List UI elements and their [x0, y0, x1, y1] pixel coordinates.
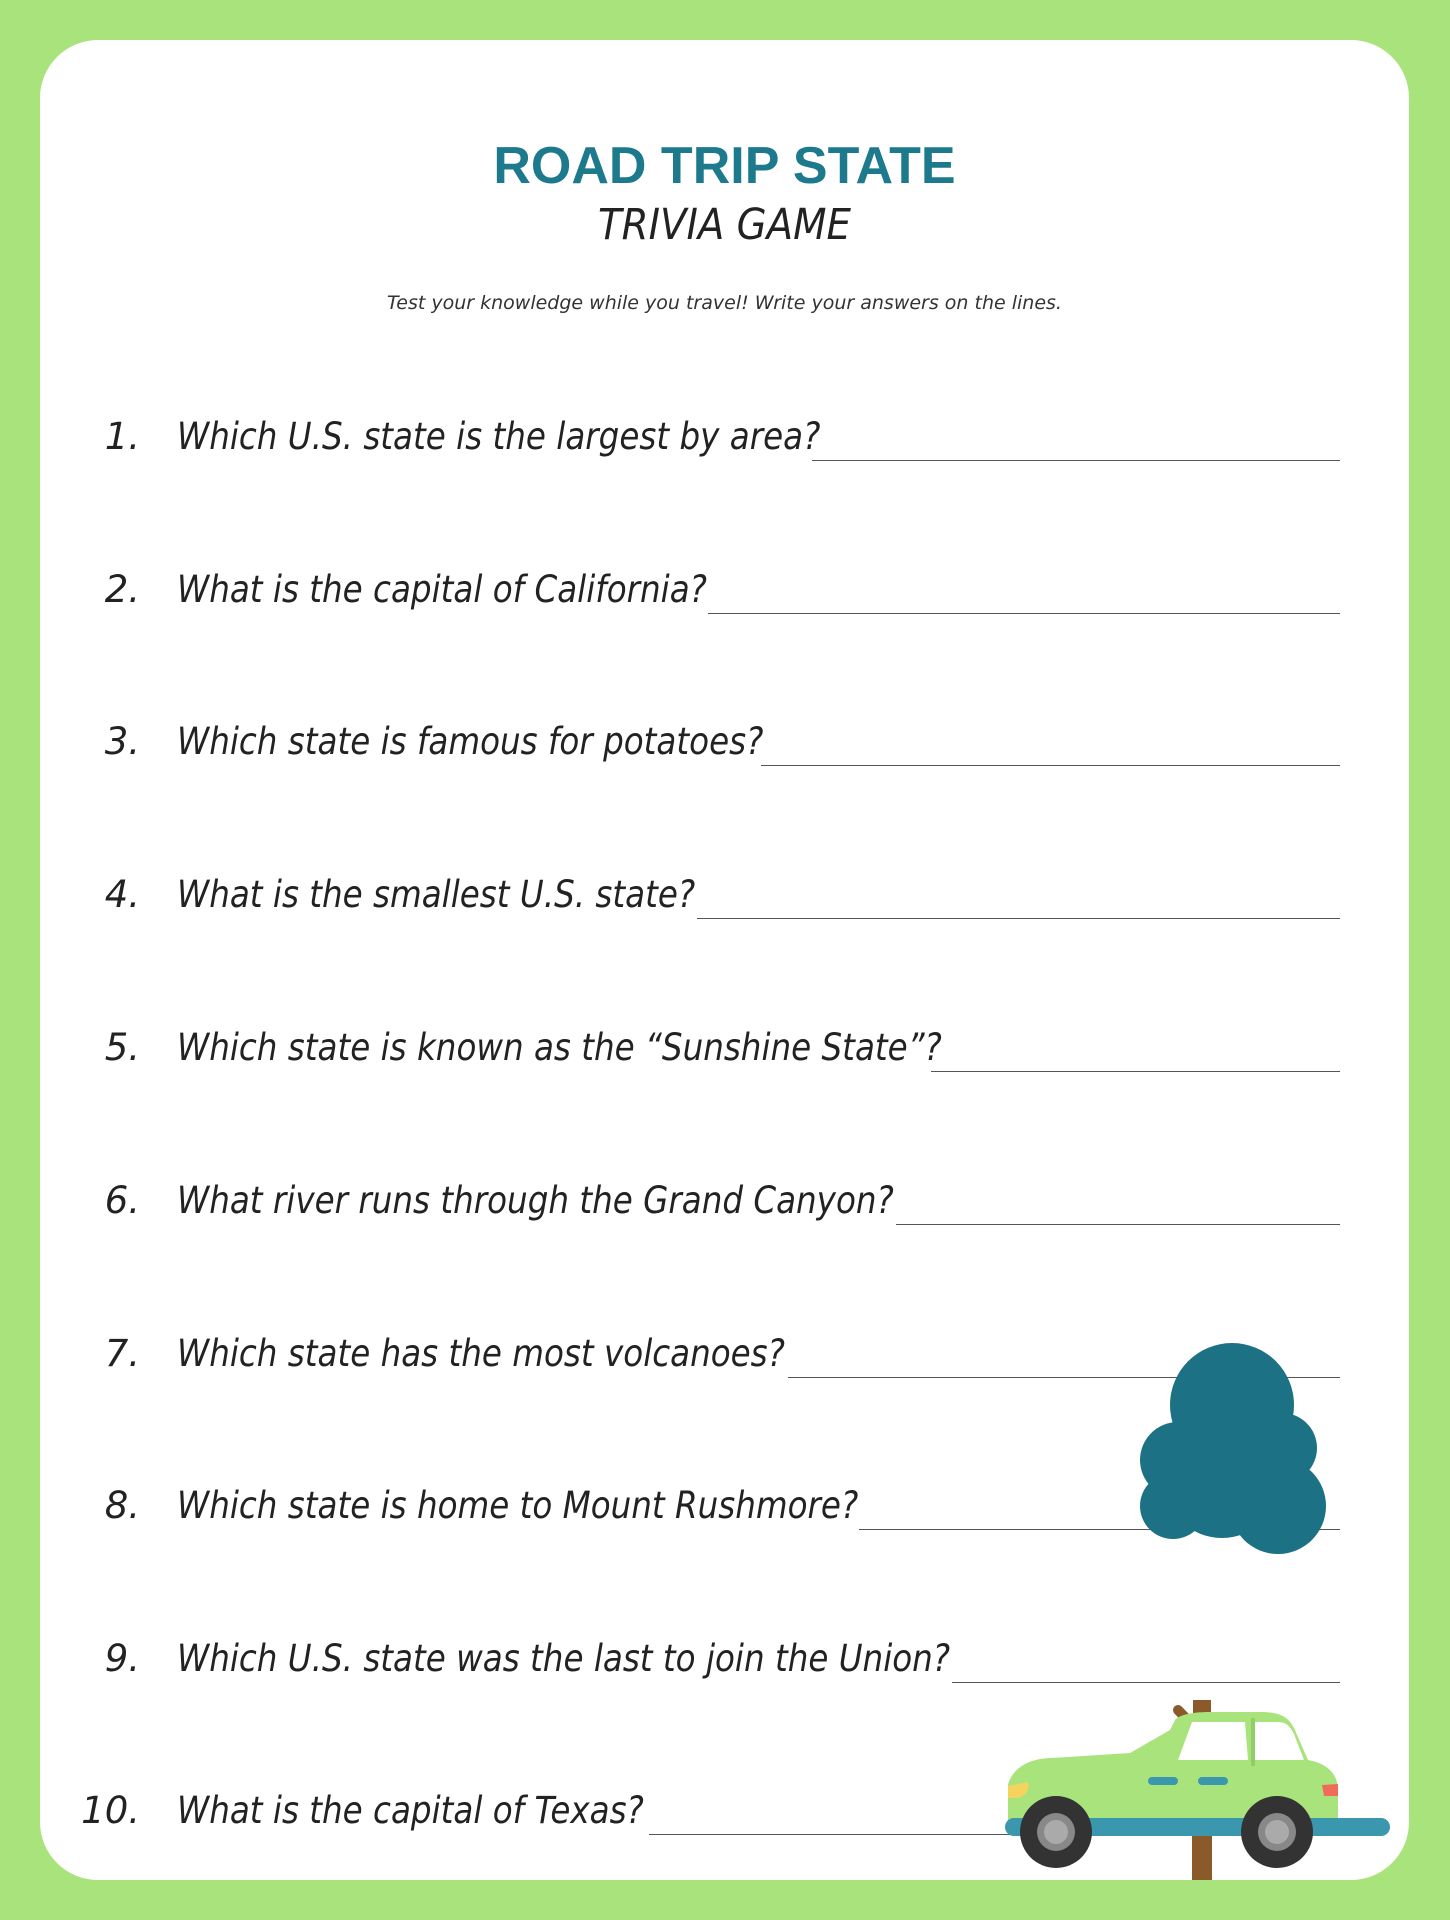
question-number: 6.	[104, 1179, 140, 1222]
answer-line[interactable]	[931, 1071, 1340, 1072]
question-text: Which U.S. state was the last to join the Union?	[177, 1637, 951, 1680]
question-text: Which U.S. state is the largest by area?	[177, 415, 821, 458]
question-number: 7.	[104, 1332, 140, 1375]
instructions-text: Test your knowledge while you travel! Write your answers on the lines.	[387, 292, 1062, 314]
question-3	[40, 720, 1340, 780]
question-text: Which state has the most volcanoes?	[177, 1332, 785, 1375]
answer-line[interactable]	[697, 918, 1340, 919]
question-text: What is the capital of California?	[177, 568, 707, 611]
question-6	[40, 1179, 1340, 1239]
worksheet-subtitle: TRIVIA GAME	[598, 200, 851, 250]
question-text: What is the capital of Texas?	[177, 1789, 644, 1832]
answer-line[interactable]	[761, 765, 1340, 766]
question-1	[40, 415, 1340, 475]
road-trip-illustration	[920, 1320, 1409, 1880]
question-text: What is the smallest U.S. state?	[177, 873, 696, 916]
answer-line[interactable]	[812, 460, 1340, 461]
worksheet-sheet	[40, 40, 1409, 1880]
question-number: 8.	[104, 1484, 140, 1527]
question-text: Which state is famous for potatoes?	[177, 720, 764, 763]
question-number: 2.	[104, 568, 140, 611]
question-number: 4.	[104, 873, 140, 916]
answer-line[interactable]	[708, 613, 1340, 614]
question-5	[40, 1026, 1340, 1086]
question-text: Which state is home to Mount Rushmore?	[177, 1484, 859, 1527]
question-text: What river runs through the Grand Canyon?	[177, 1179, 894, 1222]
question-number: 3.	[104, 720, 140, 763]
question-number: 5.	[104, 1026, 140, 1069]
question-number: 9.	[104, 1637, 140, 1680]
answer-line[interactable]	[896, 1224, 1340, 1225]
question-text: Which state is known as the “Sunshine State”?	[177, 1026, 942, 1069]
worksheet-title: ROAD TRIP STATE	[493, 137, 956, 195]
question-2	[40, 568, 1340, 628]
question-number: 1.	[104, 415, 140, 458]
question-number: 10.	[81, 1789, 140, 1832]
question-4	[40, 873, 1340, 933]
